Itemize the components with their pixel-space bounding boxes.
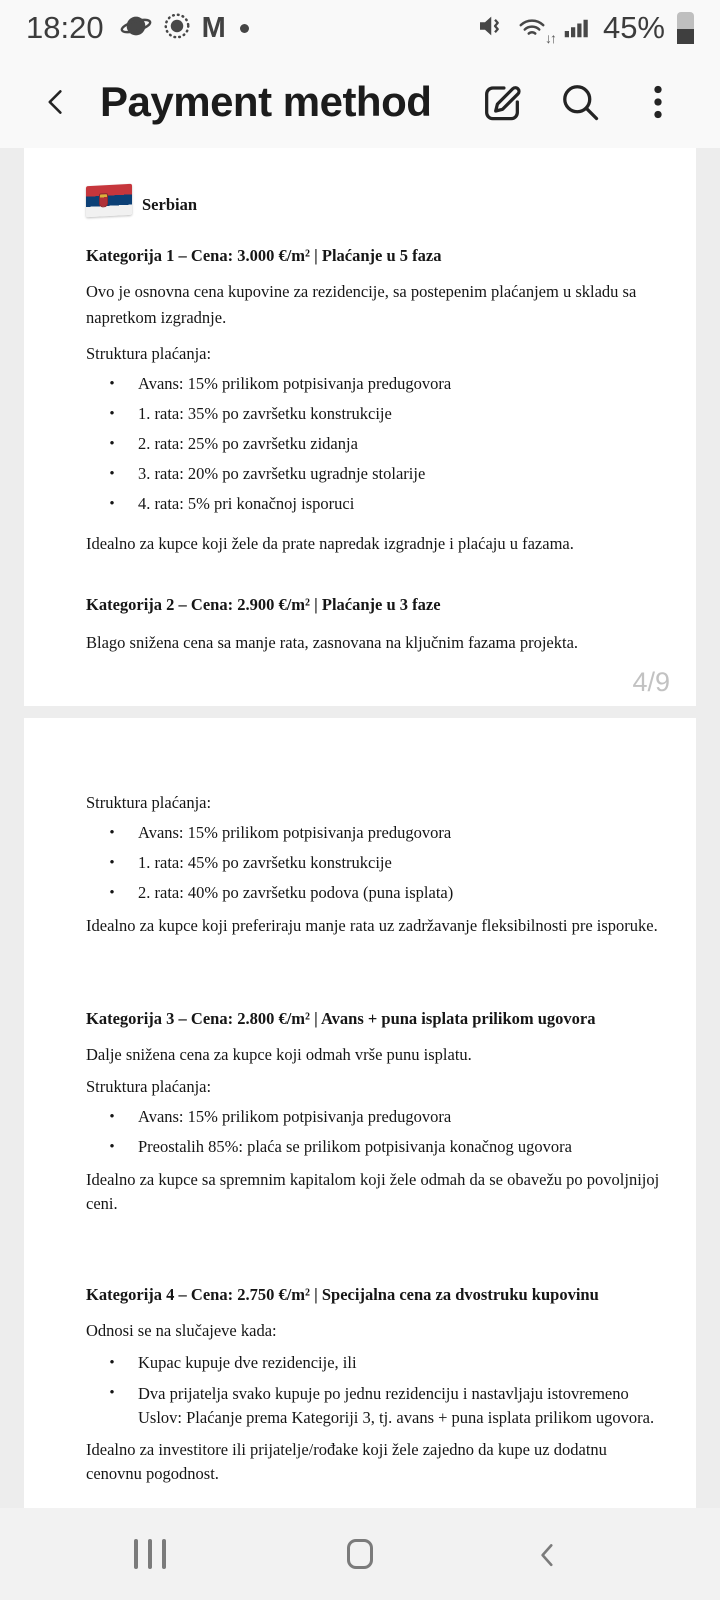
category-3-outro: Idealno za kupce sa spremnim kapitalom koji žele odmah da se obavežu po povoljnijoj ceni. [86, 1170, 660, 1213]
wifi-icon [515, 12, 555, 46]
home-icon [347, 1539, 373, 1569]
browser-planet-icon [120, 10, 152, 47]
category-1-heading: Kategorija 1 – Cena: 3.000 €/m² | Plaćanje u 5 faza [86, 246, 442, 265]
signal-strength-icon [561, 11, 591, 46]
back-icon [535, 1538, 561, 1570]
list-item [86, 433, 662, 455]
structure-label: Struktura plaćanja: [86, 1077, 212, 1096]
back-button[interactable] [38, 80, 74, 124]
page-indicator: 4/9 [632, 667, 670, 697]
category-1-intro: Ovo je osnovna cena kupovine za rezidencije, sa postepenim plaćanjem u skladu sa napretkom izgradnje. [86, 282, 637, 327]
category-2-bullet-list [86, 822, 662, 904]
bullet-text: 3. rata: 20% po završetku ugradnje stolarije [138, 464, 426, 483]
page-separator [24, 706, 696, 718]
overflow-menu-button[interactable] [634, 78, 682, 126]
bullet-text: 4. rata: 5% pri konačnoj isporuci [138, 494, 355, 513]
category-4-bullet-list [86, 1352, 662, 1430]
battery-icon [677, 12, 694, 44]
bullet-line-1: Dva prijatelja svako kupuje po jednu rezidenciju i nastavljaju istovremeno [138, 1384, 629, 1403]
structure-label: Struktura plaćanja: [86, 344, 212, 363]
category-3-heading: Kategorija 3 – Cena: 2.800 €/m² | Avans + puna isplata prilikom ugovora [86, 1009, 596, 1028]
language-label: Serbian [142, 195, 198, 214]
list-item [86, 852, 662, 874]
bullet-line-2: Uslov: Plaćanje prema Kategoriji 3, tj. avans + puna isplata prilikom ugovora. [138, 1408, 655, 1427]
list-item [86, 403, 662, 425]
list-item [86, 373, 662, 395]
wifi-traffic-arrows: ↓↑ [544, 30, 555, 46]
bullet-marker: • [109, 1109, 115, 1125]
status-time: 18:20 [26, 10, 104, 45]
category-1-outro: Idealno za kupce koji žele da prate napredak izgradnje i plaćaju u fazama. [86, 534, 574, 553]
structure-label: Struktura plaćanja: [86, 793, 212, 812]
bullet-marker: • [109, 1139, 115, 1155]
bullet-marker: • [109, 496, 115, 512]
bullet-marker: • [109, 436, 115, 452]
category-2-intro: Blago snižena cena sa manje rata, zasnovana na ključnim fazama projekta. [86, 633, 579, 652]
serbia-flag-icon [86, 184, 132, 217]
bullet-marker: • [109, 376, 115, 392]
category-4-outro: Idealno za investitore ili prijatelje/rođake koji žele zajedno da kupe uz dodatnu cenovnu pogodnost. [86, 1440, 607, 1483]
category-3-bullet-list [86, 1106, 662, 1158]
list-item [86, 1106, 662, 1128]
bullet-text: Avans: 15% prilikom potpisivanja predugovora [138, 823, 452, 842]
bullet-text: 2. rata: 25% po završetku zidanja [138, 434, 358, 453]
bullet-marker: • [109, 1385, 115, 1401]
bullet-text: 1. rata: 35% po završetku konstrukcije [138, 404, 392, 423]
edit-compose-button[interactable] [478, 78, 526, 126]
bullet-marker: • [109, 406, 115, 422]
category-3-intro: Dalje snižena cena za kupce koji odmah vrše punu isplatu. [86, 1045, 472, 1064]
category-4-heading: Kategorija 4 – Cena: 2.750 €/m² | Specijalna cena za dvostruku kupovinu [86, 1285, 599, 1304]
list-item [86, 493, 662, 515]
category-1-bullet-list [86, 373, 662, 515]
mute-vibrate-icon [475, 11, 505, 46]
bullet-text: Kupac kupuje dve rezidencije, ili [138, 1353, 357, 1372]
bullet-text: 2. rata: 40% po završetku podova (puna isplata) [138, 883, 454, 902]
bullet-marker: • [109, 885, 115, 901]
bullet-marker: • [109, 855, 115, 871]
notification-dot [240, 24, 249, 33]
document-page-5 [24, 718, 696, 1508]
bullet-text: Avans: 15% prilikom potpisivanja predugovora [138, 1107, 452, 1126]
bullet-marker: • [109, 825, 115, 841]
nav-back-button[interactable] [488, 1508, 608, 1600]
list-item [86, 1136, 662, 1158]
category-2-outro: Idealno za kupce koji preferiraju manje rata uz zadržavanje fleksibilnosti pre isporuke. [86, 916, 658, 935]
gmail-icon: M [201, 11, 226, 44]
app-bar [0, 56, 720, 148]
bullet-marker: • [109, 1355, 115, 1371]
category-4-intro: Odnosi se na slučajeve kada: [86, 1321, 277, 1340]
list-item [86, 1382, 662, 1430]
list-item [86, 822, 662, 844]
document-page-4 [24, 148, 696, 706]
list-item [86, 882, 662, 904]
search-button[interactable] [556, 78, 604, 126]
bullet-text: Avans: 15% prilikom potpisivanja predugovora [138, 374, 452, 393]
document-scroll-area[interactable] [0, 148, 720, 1508]
status-bar [0, 0, 720, 56]
recents-button[interactable] [90, 1508, 210, 1600]
list-item [86, 1352, 662, 1374]
home-button[interactable] [300, 1508, 420, 1600]
category-2-heading: Kategorija 2 – Cena: 2.900 €/m² | Plaćanje u 3 faze [86, 595, 441, 614]
bullet-text: Preostalih 85%: plaća se prilikom potpisivanja konačnog ugovora [138, 1137, 572, 1156]
battery-percent: 45% [602, 10, 665, 45]
bullet-text [124, 1382, 654, 1430]
bullet-text: 1. rata: 45% po završetku konstrukcije [138, 853, 392, 872]
list-item [86, 463, 662, 485]
recents-icon [134, 1539, 166, 1569]
page-title: Payment method [100, 78, 432, 125]
language-header [86, 182, 662, 216]
navigation-bar [0, 1508, 720, 1600]
bullet-marker: • [109, 466, 115, 482]
brightness-icon [162, 11, 192, 46]
